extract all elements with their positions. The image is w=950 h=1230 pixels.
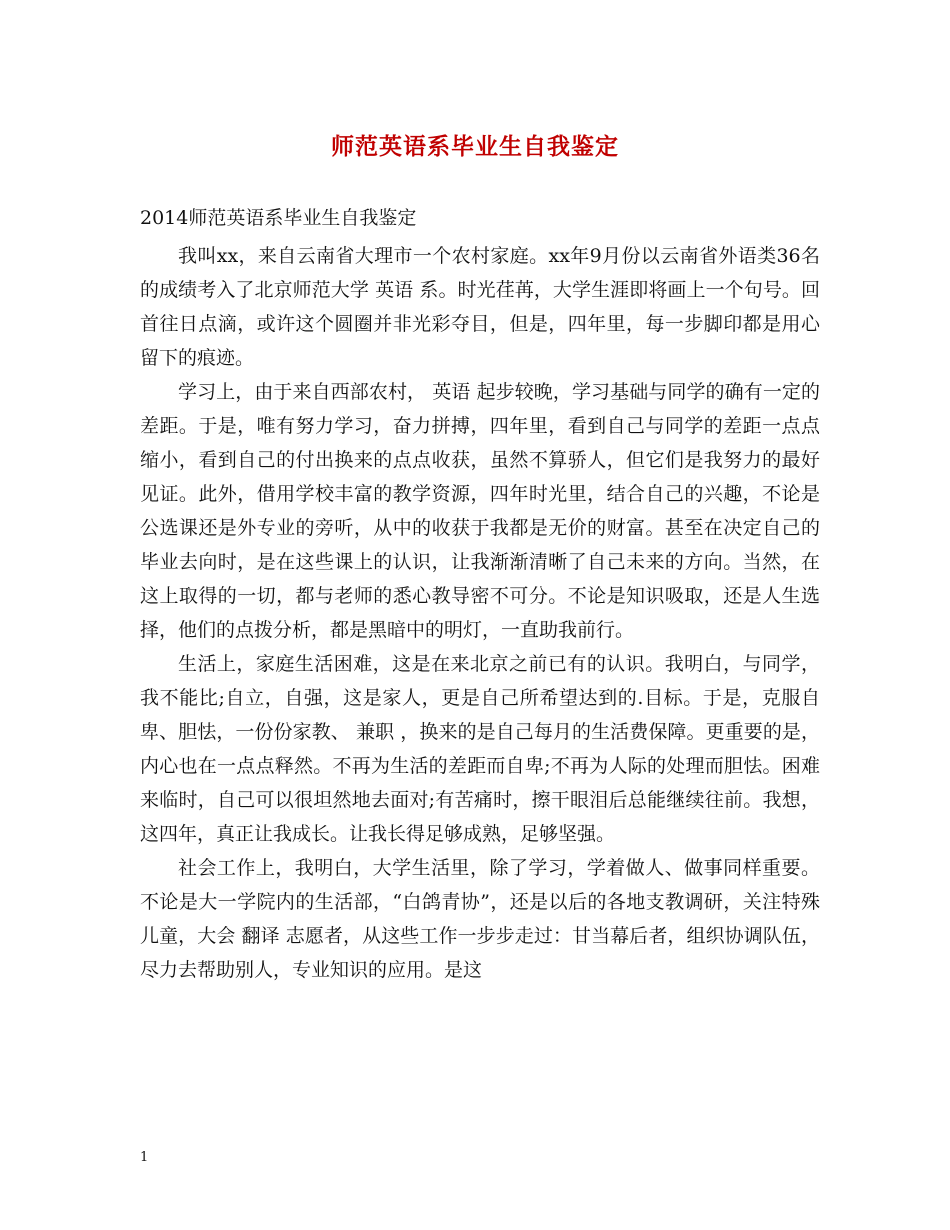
page-number: 1 bbox=[140, 1150, 149, 1165]
document-title: 师范英语系毕业生自我鉴定 bbox=[331, 133, 619, 160]
paragraph-study: 学习上，由于来自西部农村， 英语 起步较晚，学习基础与同学的确有一定的差距。于是，唯有努力学习，奋力拼搏，四年里，看到自己与同学的差距一点点缩小，看到自己的付出换来的点点收获，虽然不算骄人，但它们是我努力的最好见证。此外，借用学校丰富的教学资源，四年时光里，结合自己的兴趣，不论是公选课还是外专业的旁听，从中的收获于我都是无价的财富。甚至在决定自己的毕业去向时，是在这些课上的认识，让我渐渐清晰了自己未来的方向。当然，在这上取得的一切，都与老师的悉心教导密不可分。不论是知识吸取，还是人生选择，他们的点拨分析，都是黑暗中的明灯，一直助我前行。 bbox=[140, 381, 820, 641]
paragraph-intro: 我叫xx，来自云南省大理市一个农村家庭。xx年9月份以云南省外语类36名的成绩考入了北京师范大学 英语 系。时光荏苒，大学生涯即将画上一个句号。回首往日点滴，或许这个圆圈并非光彩夺目，但是，四年里，每一步脚印都是用心留下的痕迹。 bbox=[140, 245, 820, 369]
paragraph-social-work: 社会工作上，我明白，大学生活里，除了学习，学着做人、做事同样重要。不论是大一学院内的生活部，“白鸽青协”，还是以后的各地支教调研，关注特殊儿童，大会 翻译 志愿者，从这些工作一步步走过：甘当幕后者，组织协调队伍，尽力去帮助别人，专业知识的应用。是这 bbox=[140, 857, 820, 981]
document-subtitle: 2014师范英语系毕业生自我鉴定 bbox=[140, 207, 417, 229]
document-body bbox=[140, 239, 820, 987]
paragraph-life: 生活上，家庭生活困难，这是在来北京之前已有的认识。我明白，与同学，我不能比;自立，自强，这是家人，更是自己所希望达到的.目标。于是，克服自卑、胆怯，一份份家教、 兼职 ，换来的是自己每月的生活费保障。更重要的是，内心也在一点点释然。不再为生活的差距而自卑;不再为人际的处理而胆怯。困难来临时，自己可以很坦然地去面对;有苦痛时，擦干眼泪后总能继续往前。我想，这四年，真正让我成长。让我长得足够成熟，足够坚强。 bbox=[140, 653, 820, 845]
